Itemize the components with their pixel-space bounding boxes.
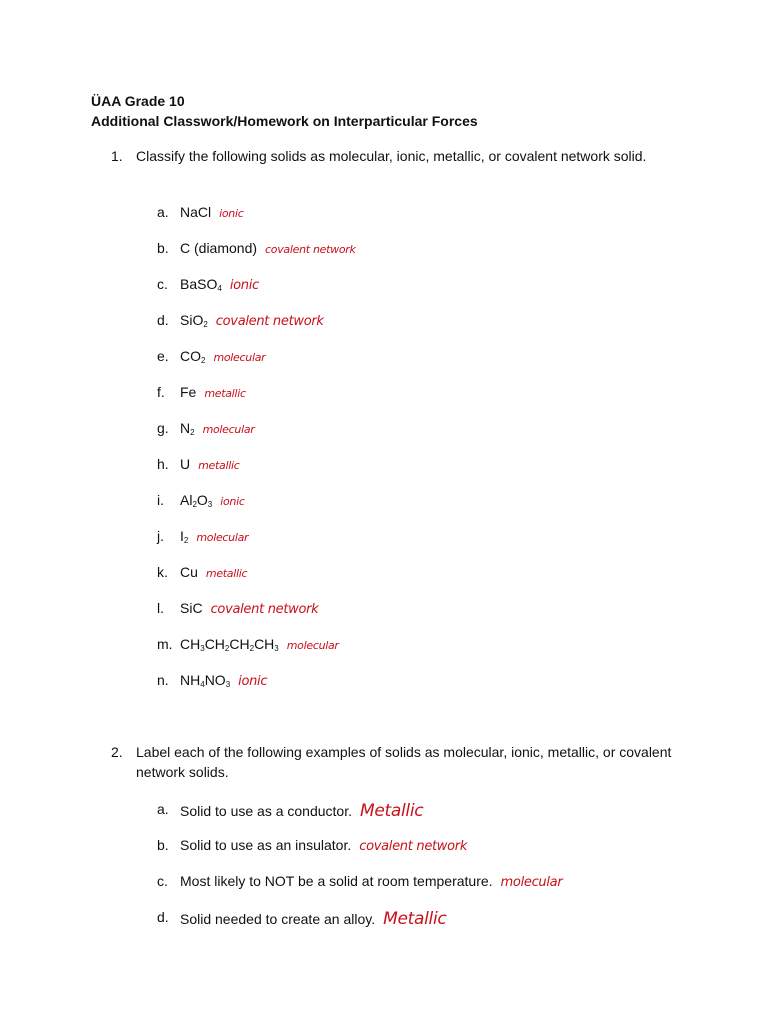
subscript: 4	[217, 284, 222, 293]
handwritten-answer: molecular	[286, 639, 339, 652]
item-text	[180, 204, 244, 220]
formula-text: C (diamond)	[180, 240, 258, 256]
item-letter: c.	[157, 276, 168, 292]
course-title: ÜAA Grade 10	[91, 93, 185, 109]
item-letter: d.	[157, 909, 169, 925]
item-text	[180, 240, 356, 256]
handwritten-answer: ionic	[238, 674, 268, 689]
subscript: 2	[190, 428, 195, 437]
formula-text: U	[180, 456, 191, 472]
question-number: 2.	[111, 744, 123, 760]
item-letter: h.	[157, 456, 169, 472]
formula-text: CH	[204, 636, 225, 652]
handwritten-answer: covalent network	[215, 314, 324, 329]
handwritten-answer: covalent network	[210, 602, 319, 617]
formula-text: NO	[204, 672, 226, 688]
subscript: 2	[203, 320, 208, 329]
formula-text: Solid needed to create an alloy.	[180, 911, 376, 927]
subscript: 3	[200, 644, 205, 653]
item-letter: c.	[157, 873, 168, 889]
item-letter: l.	[157, 600, 164, 616]
formula-text: Fe	[180, 384, 197, 400]
subscript: 4	[200, 680, 205, 689]
formula-text: Cu	[180, 564, 198, 580]
item-text	[180, 528, 248, 545]
handwritten-answer: covalent network	[265, 243, 356, 256]
formula-text: Al	[180, 492, 193, 508]
item-text	[180, 456, 239, 472]
item-text	[180, 492, 245, 509]
question-text: Classify the following solids as molecular, ionic, metallic, or covalent network solid.	[136, 148, 647, 164]
item-letter: g.	[157, 420, 169, 436]
subscript: 2	[224, 644, 230, 653]
formula-text: CH	[254, 636, 275, 652]
formula-text: Solid to use as a conductor.	[180, 803, 352, 819]
item-letter: d.	[157, 312, 169, 328]
item-text	[180, 600, 318, 617]
formula-text: SiC	[180, 600, 203, 616]
item-letter: k.	[157, 564, 168, 580]
item-letter: m.	[157, 636, 173, 652]
handwritten-answer: metallic	[205, 567, 248, 580]
item-letter: n.	[157, 672, 169, 688]
question-number: 1.	[111, 148, 123, 164]
formula-text: N	[180, 420, 191, 436]
handwritten-answer: covalent network	[359, 839, 468, 854]
subscript: 2	[192, 500, 197, 509]
item-text	[180, 837, 467, 854]
item-text	[180, 909, 446, 929]
formula-text: CO	[180, 348, 201, 364]
item-letter: b.	[157, 240, 169, 256]
handwritten-answer: molecular	[196, 531, 249, 544]
handwritten-answer: Metallic	[360, 801, 424, 821]
formula-text: CH	[180, 636, 201, 652]
item-text	[180, 873, 562, 890]
handwritten-answer: metallic	[204, 387, 246, 400]
handwritten-answer: ionic	[219, 207, 244, 220]
handwritten-answer: molecular	[213, 351, 266, 364]
subscript: 2	[183, 536, 189, 545]
item-letter: a.	[157, 801, 169, 817]
worksheet-title: Additional Classwork/Homework on Interparticular Forces	[91, 113, 478, 129]
item-text	[180, 672, 267, 689]
formula-text: I	[180, 528, 184, 544]
item-letter: i.	[157, 492, 164, 508]
formula-text: Most likely to NOT be a solid at room temperature.	[180, 873, 493, 889]
item-text	[180, 564, 247, 580]
subscript: 2	[201, 356, 206, 365]
item-text	[180, 348, 265, 365]
handwritten-answer: molecular	[500, 875, 563, 890]
item-text	[180, 312, 324, 329]
handwritten-answer: ionic	[220, 495, 245, 508]
item-text	[180, 384, 246, 400]
subscript: 3	[225, 680, 231, 689]
subscript: 3	[274, 644, 279, 653]
formula-text: NaCl	[180, 204, 212, 220]
question-text: Label each of the following examples of solids as molecular, ionic, metallic, or covalent network solids.	[136, 744, 672, 780]
item-letter: f.	[157, 384, 165, 400]
item-letter: b.	[157, 837, 169, 853]
formula-text: SiO	[180, 312, 204, 328]
formula-text: Solid to use as an insulator.	[180, 837, 352, 853]
handwritten-answer: ionic	[229, 278, 259, 293]
item-text	[180, 636, 339, 653]
formula-text: BaSO	[180, 276, 218, 292]
subscript: 2	[249, 644, 255, 653]
item-text	[180, 420, 255, 437]
item-letter: j.	[157, 528, 164, 544]
formula-text: CH	[229, 636, 250, 652]
item-text	[180, 801, 423, 821]
handwritten-answer: metallic	[198, 459, 240, 472]
item-text	[180, 276, 259, 293]
formula-text: O	[196, 492, 208, 508]
formula-text: NH	[180, 672, 201, 688]
handwritten-answer: Metallic	[383, 909, 447, 929]
item-letter: a.	[157, 204, 169, 220]
subscript: 3	[207, 500, 213, 509]
handwritten-answer: molecular	[202, 423, 255, 436]
item-letter: e.	[157, 348, 169, 364]
